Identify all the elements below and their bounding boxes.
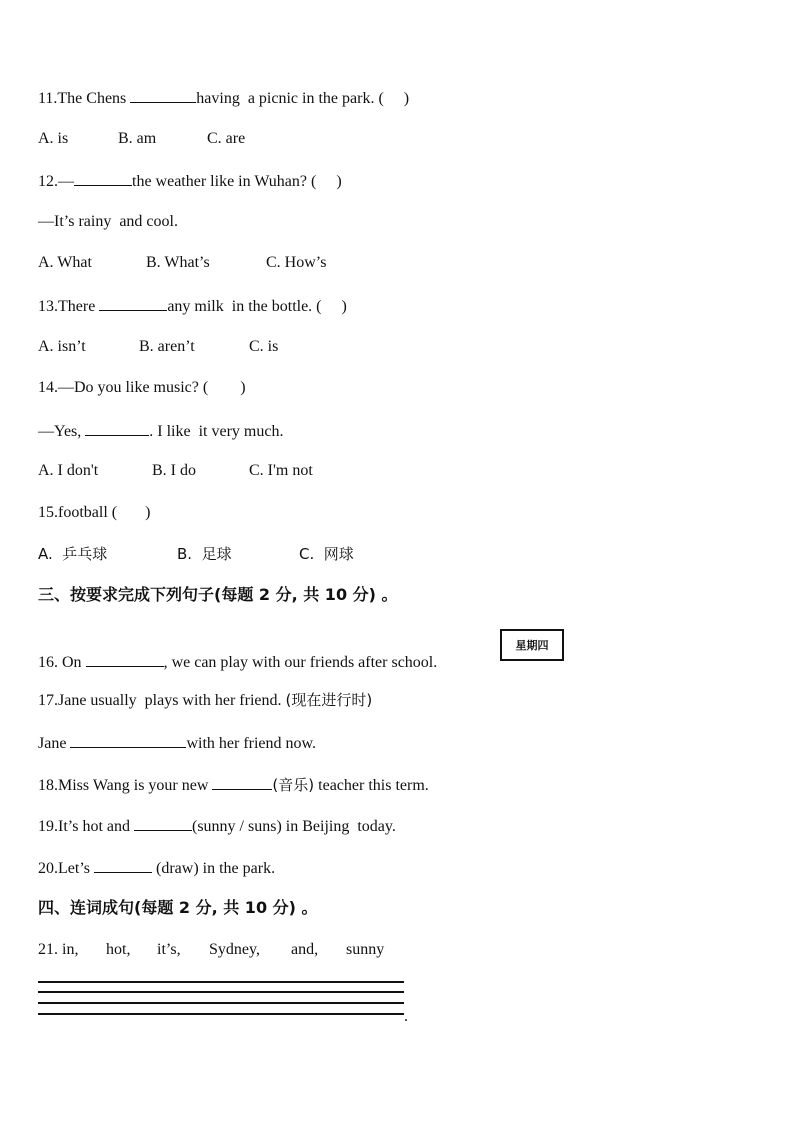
q12-option-a[interactable]: A. What <box>38 254 92 271</box>
section-4-title: 四、连词成句(每题 2 分, 共 10 分) 。 <box>38 898 318 917</box>
q17-blank[interactable] <box>70 732 186 748</box>
q18-text-post: teacher this term. <box>314 777 429 794</box>
q20-blank[interactable] <box>94 857 152 873</box>
q21-word-2: it’s, <box>157 941 181 958</box>
q14-blank[interactable] <box>85 420 149 436</box>
q13-option-a[interactable]: A. isn’t <box>38 338 86 355</box>
q14-option-b[interactable]: B. I do <box>152 462 196 479</box>
q11-blank[interactable] <box>130 87 196 103</box>
q21-end-period: . <box>404 1008 408 1025</box>
q17-text-post: with her friend now. <box>186 735 317 752</box>
q15-option-b[interactable]: B. 足球 <box>177 545 232 563</box>
q16-blank[interactable] <box>86 651 164 667</box>
q15-option-a[interactable]: A. 乒乓球 <box>38 545 108 563</box>
q11-text-post: having a picnic in the park. ( ) <box>196 90 410 107</box>
q17-text-pre: Jane <box>38 735 71 752</box>
q11-option-b[interactable]: B. am <box>118 130 157 147</box>
question-19 <box>38 815 396 837</box>
q12-blank[interactable] <box>74 170 132 186</box>
q16-text-post: , we can play with our friends after school. <box>163 654 438 671</box>
q13-option-b[interactable]: B. aren’t <box>139 338 195 355</box>
q21-writing-line-2[interactable] <box>38 991 404 993</box>
q11-option-a[interactable]: A. is <box>38 130 69 147</box>
question-11 <box>38 87 409 109</box>
q21-writing-line-1[interactable] <box>38 981 404 983</box>
q17-answer-line <box>38 732 316 754</box>
question-13 <box>38 295 347 317</box>
question-15: 15.football ( ) <box>38 504 151 521</box>
q13-text-pre: 13.There <box>38 298 100 315</box>
weekday-card: 星期四 <box>500 629 564 661</box>
q18-hint: (音乐) <box>272 776 315 794</box>
question-14: 14.—Do you like music? ( ) <box>38 379 246 396</box>
q11-option-c[interactable]: C. are <box>207 130 246 147</box>
q21-word-3: Sydney, <box>209 941 260 958</box>
question-18 <box>38 774 429 796</box>
q14-answer-line <box>38 420 283 442</box>
question-20 <box>38 857 275 879</box>
q21-word-4: and, <box>291 941 319 958</box>
q17-hint: (现在进行时) <box>285 691 373 709</box>
q18-text-pre: 18.Miss Wang is your new <box>38 777 213 794</box>
q17-text: 17.Jane usually plays with her friend. <box>38 692 286 709</box>
q21-word-5: sunny <box>346 941 385 958</box>
q12-text-pre: 12.— <box>38 173 74 190</box>
q14-text-pre: —Yes, <box>38 423 86 440</box>
q12-answer-line: —It’s rainy and cool. <box>38 213 178 230</box>
question-12 <box>38 170 342 192</box>
q15-option-c[interactable]: C. 网球 <box>299 545 354 563</box>
section-3-title: 三、按要求完成下列句子(每题 2 分, 共 10 分) 。 <box>38 585 398 604</box>
q19-blank[interactable] <box>134 815 192 831</box>
q13-blank[interactable] <box>99 295 167 311</box>
question-17 <box>38 690 372 711</box>
q12-text-post: the weather like in Wuhan? ( ) <box>132 173 342 190</box>
q21-word-1: hot, <box>106 941 131 958</box>
q20-text-post: (draw) in the park. <box>152 860 276 877</box>
q19-text-post: (sunny / suns) in Beijing today. <box>192 818 396 835</box>
q19-text-pre: 19.It’s hot and <box>38 818 134 835</box>
q18-blank[interactable] <box>212 774 272 790</box>
q11-text-pre: 11.The Chens <box>38 90 131 107</box>
q13-text-post: any milk in the bottle. ( ) <box>167 298 347 315</box>
q16-text-pre: 16. On <box>38 654 86 671</box>
q14-option-c[interactable]: C. I'm not <box>249 462 313 479</box>
q21-writing-line-4[interactable] <box>38 1013 404 1015</box>
q14-option-a[interactable]: A. I don't <box>38 462 99 479</box>
q13-option-c[interactable]: C. is <box>249 338 279 355</box>
q20-text-pre: 20.Let’s <box>38 860 94 877</box>
q14-text-post: . I like it very much. <box>149 423 284 440</box>
q12-option-c[interactable]: C. How’s <box>266 254 327 271</box>
question-16 <box>38 651 437 673</box>
q21-label: 21. in, <box>38 941 79 958</box>
q12-option-b[interactable]: B. What’s <box>146 254 210 271</box>
q21-writing-line-3[interactable] <box>38 1002 404 1004</box>
